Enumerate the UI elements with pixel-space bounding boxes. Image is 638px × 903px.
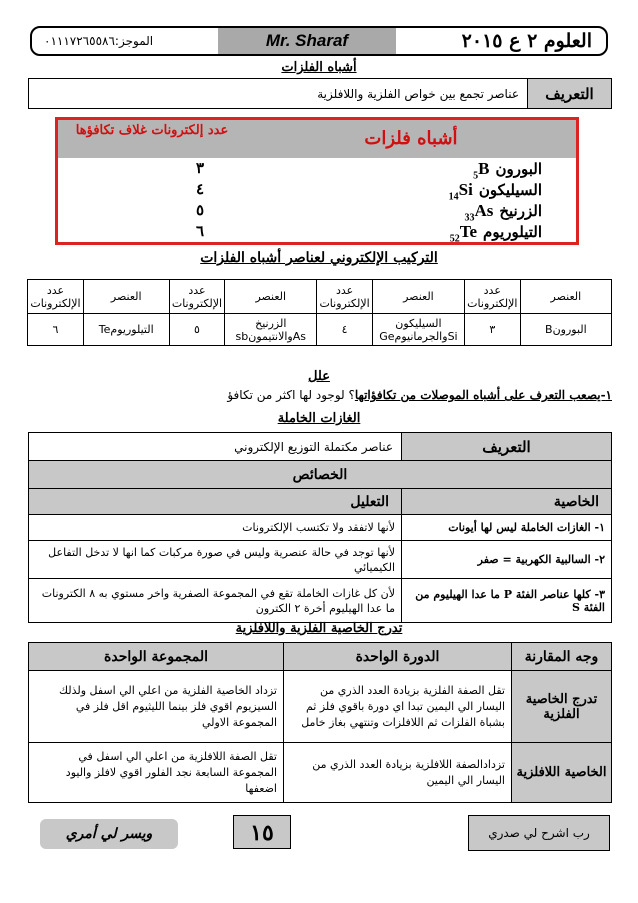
config-title: التركيب الإلكتروني لعناصر أشباه الفلزات — [200, 250, 438, 266]
gradation-aspect-cell: الخاصية اللافلزية — [512, 743, 612, 803]
gradation-row — [29, 671, 612, 743]
element-valence-count: ٦ — [195, 222, 204, 240]
element-symbol — [450, 221, 477, 249]
config-col-count-header: عدد الإلكترونات — [317, 280, 373, 314]
definition-text: عناصر تجمع بين خواص الفلزية واللافلزية — [29, 79, 528, 109]
config-col-count-header: عدد الإلكترونات — [464, 280, 520, 314]
noble-definition-label: التعريف — [402, 433, 612, 461]
noble-property-cell: ٣- كلها عناصر الفئة P ما عدا الهيليوم من الفئة S — [402, 579, 612, 623]
config-col-element-header: العنصر — [225, 280, 317, 314]
teacher-name: Mr. Sharaf — [218, 28, 396, 54]
element-name: التيلوريوم — [483, 223, 542, 241]
config-count-cell: ٦ — [28, 314, 84, 346]
noble-reason-cell: لأن كل غازات الخاملة تقع في المجموعة الصفرية واخر مستوي به ٨ الكترونات ما عدا الهيليوم أخرة ٢ الكترون — [29, 579, 402, 623]
config-count-cell: ٥ — [169, 314, 225, 346]
col-aspect-header: وجه المقارنة — [512, 643, 612, 671]
config-col-count-header: عدد الإلكترونات — [169, 280, 225, 314]
footer-prayer-right: رب اشرح لي صدري — [468, 815, 610, 851]
config-col-element-header: العنصر — [373, 280, 465, 314]
reason-title: علل — [308, 369, 330, 384]
page-number: ١٥ — [233, 815, 291, 849]
reason-question: ١-يصعب التعرف على أشباه الموصلات من تكافؤاتها — [354, 388, 612, 402]
noble-property-row — [29, 541, 612, 579]
element-atomic-number: 14 — [448, 191, 459, 203]
element-symbol-text: As — [474, 201, 494, 220]
config-col-element-header: العنصر — [83, 280, 169, 314]
noble-property-row — [29, 515, 612, 541]
noble-title: الغازات الخاملة — [277, 411, 361, 426]
gradation-period-cell: تقل الصفة الفلزية بزيادة العدد الذري من اليسار الي اليمين تبدا اي دورة باقوي فلز ثم بشباة الفلزات ثم اللافلزات وتنتهي بغاز خامل — [284, 671, 512, 743]
noble-reason-cell: لأنها لاتفقد ولا تكتسب الإلكترونات — [29, 515, 402, 541]
element-name-row — [246, 221, 542, 245]
config-table — [27, 279, 612, 346]
element-valence-count: ٤ — [195, 180, 204, 198]
panel-header-count: عدد إلكترونات غلاف تكافؤها — [75, 123, 229, 138]
gradation-title: تدرج الخاصية الفلزية واللافلزية — [235, 621, 403, 636]
element-valence-count: ٥ — [195, 201, 204, 219]
config-count-cell: ٤ — [317, 314, 373, 346]
noble-definition-text: عناصر مكتملة التوزيع الإلكتروني — [29, 433, 402, 461]
element-symbol-text: Te — [459, 222, 478, 241]
metalloids-elements-panel — [55, 117, 579, 245]
element-valence-count: ٣ — [195, 159, 204, 177]
reason-answer: ؟ لوجود لها اكثر من تكافؤ — [227, 388, 355, 402]
element-name: البورون — [495, 160, 542, 178]
element-name-row — [246, 200, 542, 224]
col-reason-header: التعليل — [29, 489, 402, 515]
definition-label: التعريف — [528, 79, 612, 109]
gradation-group-cell: تزداد الخاصية الفلزية من اعلي الي اسفل ولذلك السيزيوم اقوي فلز بينما الليثيوم اقل فلز في المجموعة الاولي — [29, 671, 284, 743]
config-element-cell: البورونB — [520, 314, 611, 346]
element-symbol-text: Si — [458, 180, 473, 199]
noble-property-cell: ٢- السالبية الكهربية = صفر — [402, 541, 612, 579]
panel-header-name: أشباه فلزات — [364, 128, 458, 149]
element-atomic-number: 33 — [464, 212, 475, 224]
config-element-cell: السيليكون SiوالجرمانيومGe — [373, 314, 465, 346]
noble-property-row — [29, 579, 612, 623]
config-element-cell: الزرنيخ Asوالانتيمونsb — [225, 314, 317, 346]
gradation-period-cell: تزدادالصفة اللافلزية بزيادة العدد الذري من اليسار الي اليمين — [284, 743, 512, 803]
element-name-row — [246, 179, 542, 203]
metalloids-definition-box — [28, 78, 612, 109]
noble-properties-title: الخصائص — [29, 461, 612, 489]
config-count-cell: ٣ — [464, 314, 520, 346]
gradation-row — [29, 743, 612, 803]
col-period-header: الدورة الواحدة — [284, 643, 512, 671]
page-header — [30, 26, 608, 56]
config-col-count-header: عدد الإلكترونات — [28, 280, 84, 314]
element-name-row — [246, 158, 542, 182]
noble-reason-cell: لأنها توجد في حالة عنصرية وليس في صورة مركبات كما انها لا تدخل التفاعل الكيميائي — [29, 541, 402, 579]
subject-title: العلوم ٢ ع ٢٠١٥ — [461, 30, 592, 52]
element-atomic-number: 5 — [473, 170, 479, 182]
footer-prayer-left: ويسر لي أمري — [40, 819, 178, 849]
metalloids-title: أشباه الفلزات — [281, 60, 357, 75]
config-element-cell: التيلوريومTe — [83, 314, 169, 346]
noble-table — [28, 432, 612, 623]
col-property-header: الخاصية — [402, 489, 612, 515]
gradation-group-cell: تقل الصفة اللافلزية من اعلي الي اسفل في المجموعة السابعة نجد الفلور اقوي لافلز واليود اضعفها — [29, 743, 284, 803]
element-symbol-text: B — [478, 159, 490, 178]
element-name: السيليكون — [478, 181, 542, 199]
reason-line — [30, 388, 612, 402]
gradation-table — [28, 642, 612, 803]
gradation-aspect-cell: تدرج الخاصية الفلزية — [512, 671, 612, 743]
noble-property-cell: ١- الغازات الخاملة ليس لها أيونات — [402, 515, 612, 541]
element-name: الزرنيخ — [499, 202, 542, 220]
page-footer — [0, 815, 638, 855]
col-group-header: المجموعة الواحدة — [29, 643, 284, 671]
config-col-element-header: العنصر — [520, 280, 611, 314]
element-atomic-number: 52 — [449, 233, 460, 245]
teacher-phone: الموجز:٠١١١٧٢٦٥٥٨٦ — [44, 34, 154, 48]
